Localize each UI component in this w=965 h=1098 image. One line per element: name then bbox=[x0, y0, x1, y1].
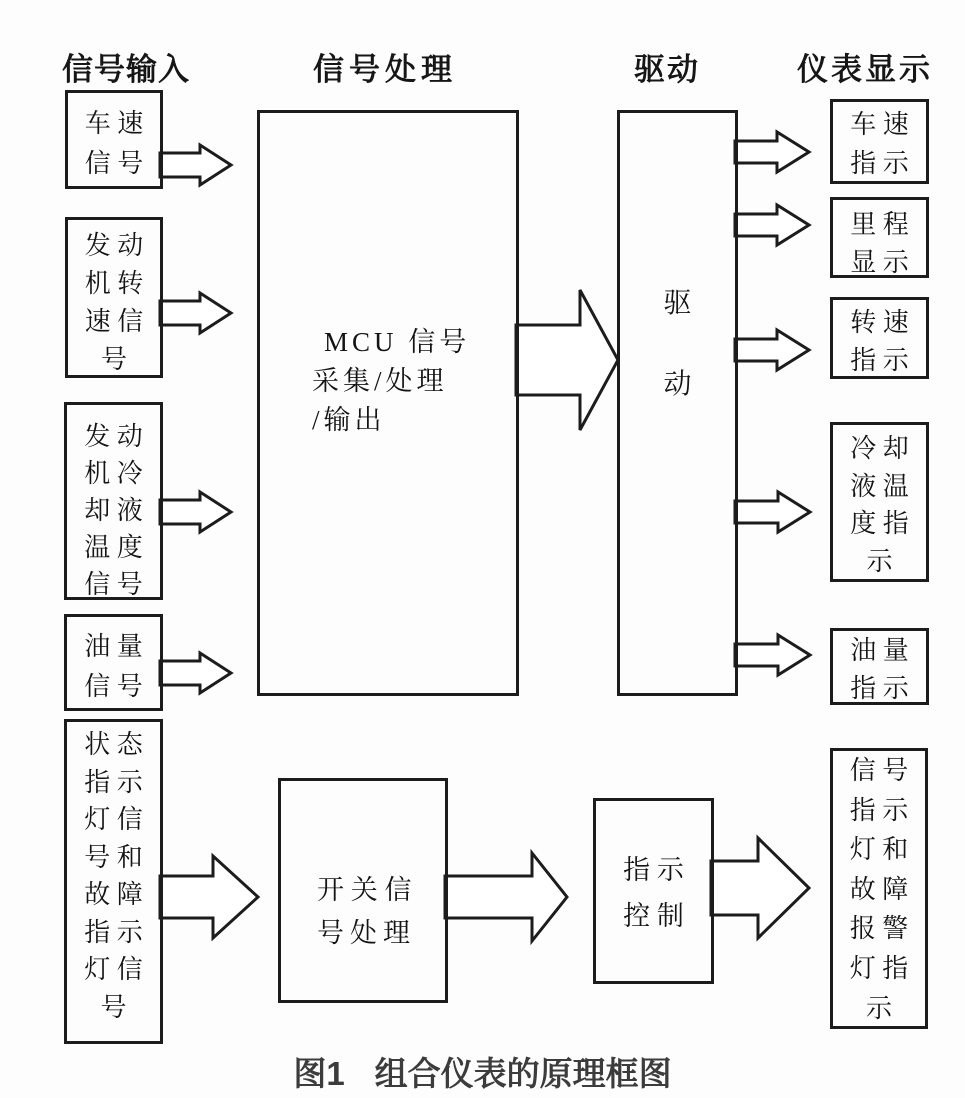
node-label-line: 指 示 bbox=[84, 917, 143, 947]
node-label-line: 状 态 bbox=[84, 730, 143, 759]
node-status-fault-signal bbox=[64, 719, 163, 1044]
arrow-switch-processing-to-indicator-control bbox=[445, 853, 567, 941]
arrow-drive-to-speed-display bbox=[735, 132, 809, 172]
arrow-mcu-to-drive bbox=[516, 290, 618, 430]
arrow-drive-to-mileage-display bbox=[735, 205, 809, 245]
node-label-line: 车 速 bbox=[850, 110, 909, 139]
node-label-line: 号 bbox=[100, 992, 127, 1022]
node-label-line: 灯 信 bbox=[84, 955, 143, 984]
node-label-line: 冷 却 bbox=[850, 434, 909, 463]
node-label-line: 报 警 bbox=[849, 914, 909, 944]
node-rpm-display bbox=[830, 297, 929, 379]
node-label-line: 里 程 bbox=[850, 210, 909, 239]
node-warning-light-display bbox=[830, 748, 928, 1029]
node-label-line: 信 号 bbox=[84, 149, 144, 178]
node-drive bbox=[617, 110, 738, 696]
node-label-line: 指 示 bbox=[850, 149, 909, 178]
arrow-indicator-control-to-warning-display bbox=[711, 838, 809, 938]
node-label-line: 车 速 bbox=[84, 109, 144, 138]
arrow-drive-to-coolant-display bbox=[735, 492, 810, 532]
node-label-line: 采集/处理 bbox=[312, 366, 448, 396]
arrow-drive-to-rpm-display bbox=[735, 330, 809, 370]
column-header-drive: 驱动 bbox=[634, 52, 700, 87]
node-label-line: 号 bbox=[100, 345, 127, 374]
node-label-line: 控 制 bbox=[623, 901, 684, 931]
node-label-line: 故 障 bbox=[84, 880, 143, 909]
node-label-line: 指 示 bbox=[850, 674, 909, 703]
node-label-line: 机 冷 bbox=[84, 459, 143, 488]
node-label-line: 油 量 bbox=[84, 632, 143, 661]
node-label-line: 开 关 信 bbox=[317, 875, 412, 905]
node-label-line: 度 指 bbox=[850, 509, 909, 539]
node-label-line: 信 号 bbox=[84, 672, 143, 701]
node-label-line: 示 bbox=[866, 546, 893, 576]
node-label-line: /输出 bbox=[312, 405, 386, 435]
node-label-line: 指 示 bbox=[849, 795, 909, 825]
node-label-line: 信 号 bbox=[84, 570, 143, 599]
arrow-coolant-temp-signal-to-mcu bbox=[160, 492, 231, 532]
node-label-line: 油 量 bbox=[850, 636, 909, 665]
figure-caption bbox=[0, 1048, 965, 1095]
node-label-line: 指 示 bbox=[850, 346, 909, 375]
node-label-line: 发 动 bbox=[84, 422, 143, 451]
node-label-line: 速 信 bbox=[84, 307, 144, 336]
node-label-line: 灯 和 bbox=[849, 835, 909, 865]
node-label-line: 信 号 bbox=[849, 756, 909, 785]
figure-caption-title: 组合仪表的原理框图 bbox=[374, 1055, 672, 1092]
node-label-line: 却 液 bbox=[84, 496, 143, 525]
node-label-line: 灯 指 bbox=[849, 953, 909, 983]
node-fuel-display bbox=[830, 628, 929, 705]
node-label-line: 灯 信 bbox=[84, 805, 143, 834]
node-label-line: 转 速 bbox=[850, 308, 909, 337]
node-indicator-control bbox=[593, 798, 714, 984]
node-switch-signal-processing bbox=[278, 778, 448, 1003]
node-engine-speed-signal bbox=[65, 217, 163, 378]
node-coolant-temp-signal bbox=[64, 402, 163, 600]
node-speed-signal bbox=[65, 90, 163, 189]
node-coolant-temp-display bbox=[830, 422, 929, 582]
node-label-line: 温 度 bbox=[84, 533, 143, 562]
column-header-instrument-display: 仪表显示 bbox=[797, 52, 933, 87]
column-header-signal-input: 信号输入 bbox=[62, 52, 190, 87]
node-label-line: 示 bbox=[865, 993, 892, 1023]
node-label-line: 显 示 bbox=[850, 248, 909, 277]
node-speed-display bbox=[830, 99, 929, 184]
arrow-drive-to-fuel-display bbox=[735, 635, 810, 675]
arrow-fuel-signal-to-mcu bbox=[160, 653, 231, 693]
node-fuel-signal bbox=[64, 614, 163, 711]
figure-caption-number: 图1 bbox=[293, 1055, 345, 1092]
node-label-line: 指 示 bbox=[623, 855, 684, 885]
arrow-engine-speed-signal-to-mcu bbox=[160, 293, 231, 333]
node-label-line: 驱 bbox=[663, 288, 692, 319]
arrow-speed-signal-to-mcu bbox=[160, 145, 231, 185]
node-label-line: 动 bbox=[663, 369, 692, 400]
node-label-line: MCU 信号 bbox=[324, 327, 471, 357]
node-label-line: 号处理 bbox=[317, 918, 416, 948]
node-label-line: 液 温 bbox=[850, 471, 909, 501]
node-label-line: 故 障 bbox=[849, 874, 909, 904]
node-mileage-display bbox=[830, 197, 929, 278]
column-header-signal-processing: 信号处理 bbox=[313, 52, 457, 87]
node-mcu-processing bbox=[257, 110, 519, 696]
node-label-line: 指 示 bbox=[84, 767, 143, 797]
node-label-line: 号 和 bbox=[84, 842, 143, 872]
arrow-status-signal-to-switch-processing bbox=[160, 856, 258, 938]
node-label-line: 发 动 bbox=[84, 231, 144, 260]
node-label-line: 机 转 bbox=[84, 269, 144, 298]
